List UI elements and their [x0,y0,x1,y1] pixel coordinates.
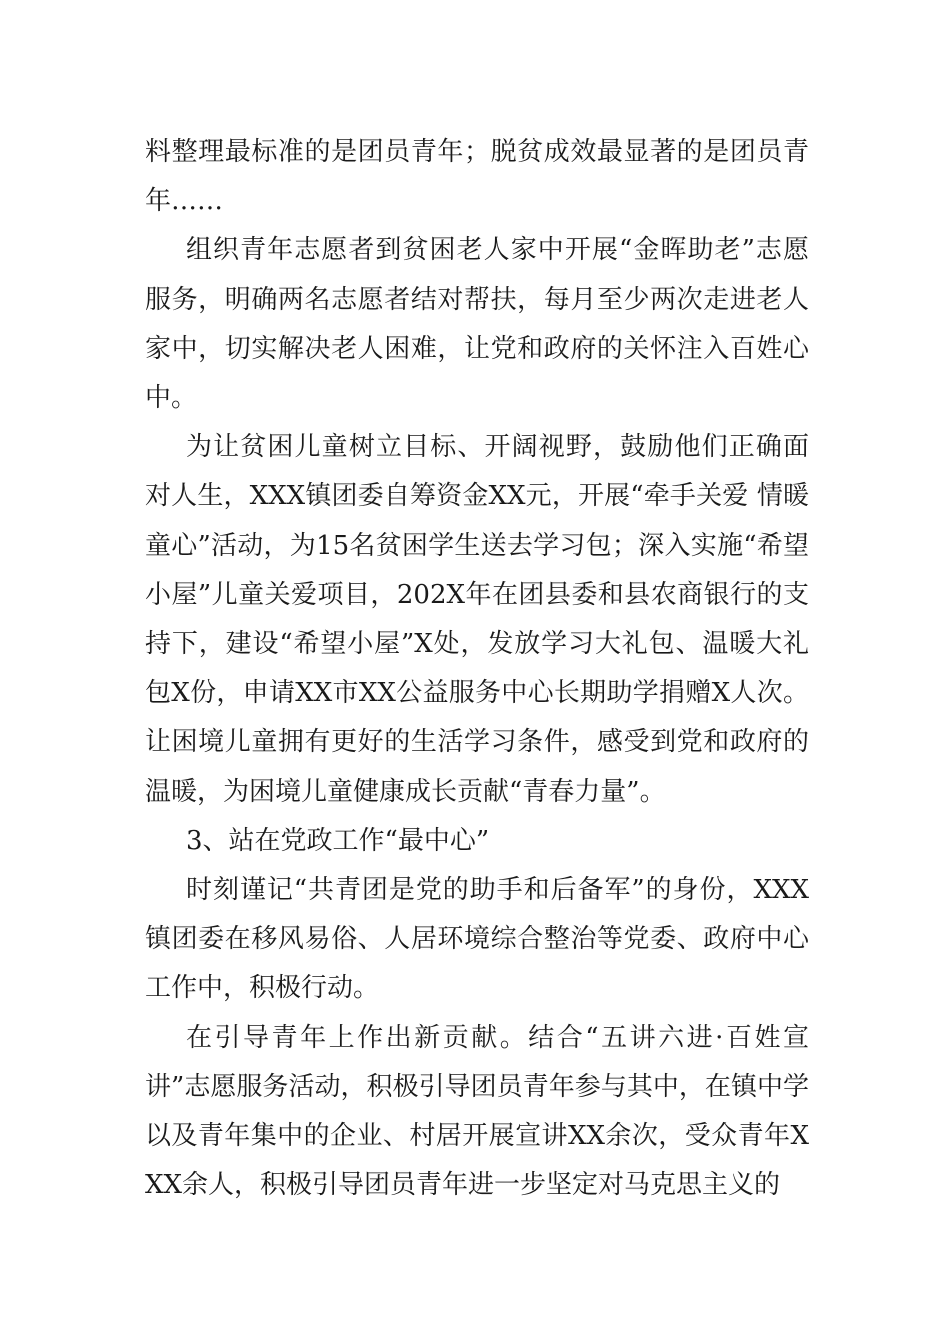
paragraph-youth-guidance: 在引导青年上作出新贡献。结合“五讲六进·百姓宣讲”志愿服务活动，积极引导团员青年参与其中，在镇中学以及青年集中的企业、村居开展宣讲XX余次，受众青年XXX余人，积极引导团员青年进一步坚定对马克思主义的 [145,1022,809,1201]
paragraph-party-work: 时刻谨记“共青团是党的助手和后备军”的身份，XXX镇团委在移风易俗、人居环境综合整治等党委、政府中心工作中，积极行动。 [145,875,809,1004]
paragraph-continuation: 料整理最标准的是团员青年；脱贫成效最显著的是团员青年…… [145,137,809,217]
document-body [145,128,809,1210]
paragraph-children-care: 为让贫困儿童树立目标、开阔视野，鼓励他们正确面对人生，XXX镇团委自筹资金XX元，开展“牵手关爱 情暖童心”活动，为15名贫困学生送去学习包；深入实施“希望小屋”儿童关爱项目，202X年在团县委和县农商银行的支持下，建设“希望小屋”X处，发放学习大礼包、温暖大礼包X份，申请XX市XX公益服务中心长期助学捐赠X人次。让困境儿童拥有更好的生活学习条件，感受到党和政府的温暖，为困境儿童健康成长贡献“青春力量”。 [145,432,809,807]
paragraph-elderly-volunteer-service: 组织青年志愿者到贫困老人家中开展“金晖助老”志愿服务，明确两名志愿者结对帮扶，每月至少两次走进老人家中，切实解决老人困难，让党和政府的关怀注入百姓心中。 [145,235,809,414]
section-heading: 3、站在党政工作“最中心” [186,825,490,856]
